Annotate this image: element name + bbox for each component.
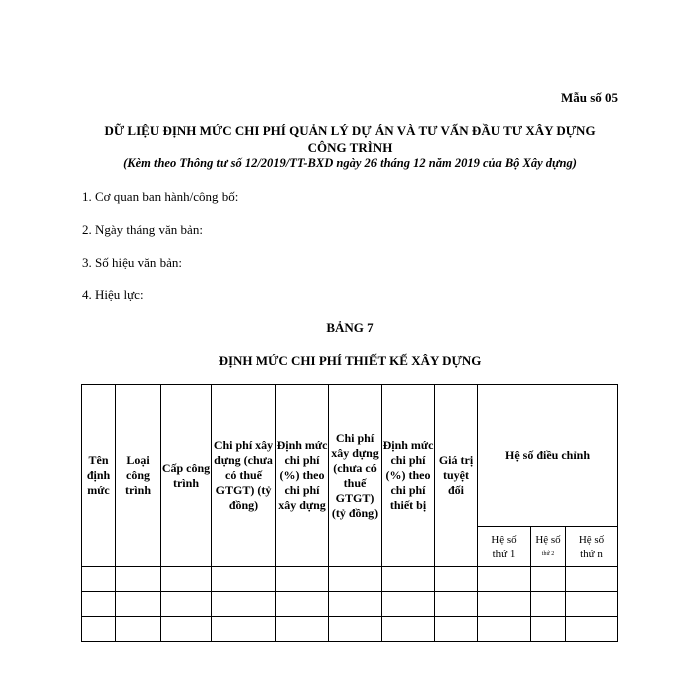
document-title-line2: CÔNG TRÌNH	[307, 140, 393, 155]
table-cell[interactable]	[161, 592, 212, 617]
table-cell[interactable]	[382, 592, 435, 617]
col-header-project-type: Loại công trình	[116, 385, 161, 567]
table-cell[interactable]	[382, 617, 435, 642]
col-header-norm-name: Tên định mức	[82, 385, 116, 567]
table-cell[interactable]	[116, 592, 161, 617]
table-header-row	[82, 385, 618, 527]
table-cell[interactable]	[531, 592, 566, 617]
table-cell[interactable]	[478, 567, 531, 592]
document-title-line1: DỮ LIỆU ĐỊNH MỨC CHI PHÍ QUẢN LÝ DỰ ÁN VÀ TƯ VẤN ĐẦU TƯ XÂY DỰNG	[104, 123, 596, 138]
table-row	[82, 592, 618, 617]
table-cell[interactable]	[161, 567, 212, 592]
table-cell[interactable]	[531, 567, 566, 592]
table-cell[interactable]	[435, 617, 478, 642]
col-header-absolute-value: Giá trị tuyệt đối	[435, 385, 478, 567]
table-cell[interactable]	[329, 592, 382, 617]
subcol-factor-n-line1: Hệ số	[578, 534, 605, 546]
table-cell[interactable]	[116, 617, 161, 642]
table-cell[interactable]	[329, 617, 382, 642]
table-cell[interactable]	[161, 617, 212, 642]
table-cell[interactable]	[276, 617, 329, 642]
norms-table	[81, 384, 618, 642]
table-cell[interactable]	[116, 567, 161, 592]
col-header-construction-cost: Chi phí xây dựng (chưa có thuế GTGT) (tỷ đồng)	[212, 385, 276, 567]
subcol-factor-n-line2: thứ n	[580, 548, 603, 560]
field-effective: 4. Hiệu lực:	[82, 287, 144, 302]
table-cell[interactable]	[276, 592, 329, 617]
col-header-rate-construction: Định mức chi phí (%) theo chi phí xây dựng	[276, 385, 329, 567]
table-cell[interactable]	[566, 617, 618, 642]
col-header-equipment-cost: Chi phí xây dựng (chưa có thuế GTGT) (tỷ đồng)	[329, 385, 382, 567]
form-number: Mẫu số 05	[560, 90, 618, 105]
field-document-date: 2. Ngày tháng văn bản:	[82, 222, 203, 237]
col-header-adjustment-factor: Hệ số điều chỉnh	[478, 385, 618, 527]
table-cell[interactable]	[82, 592, 116, 617]
subcol-factor-2-line1: Hệ số	[535, 534, 561, 546]
col-header-project-grade: Cấp công trình	[161, 385, 212, 567]
document-subtitle: (Kèm theo Thông tư số 12/2019/TT-BXD ngày 26 tháng 12 năm 2019 của Bộ Xây dựng)	[123, 156, 577, 170]
subcol-factor-n	[566, 527, 618, 567]
table-cell[interactable]	[435, 592, 478, 617]
table-cell[interactable]	[212, 617, 276, 642]
table-cell[interactable]	[276, 567, 329, 592]
table-cell[interactable]	[212, 567, 276, 592]
table-row	[82, 567, 618, 592]
table-label: BẢNG 7	[326, 320, 374, 335]
table-cell[interactable]	[82, 617, 116, 642]
field-issuing-agency: 1. Cơ quan ban hành/công bố:	[82, 189, 239, 204]
table-cell[interactable]	[478, 592, 531, 617]
table-cell[interactable]	[566, 592, 618, 617]
table-cell[interactable]	[435, 567, 478, 592]
table-title: ĐỊNH MỨC CHI PHÍ THIẾT KẾ XÂY DỰNG	[218, 353, 482, 368]
col-header-rate-equipment: Định mức chi phí (%) theo chi phí thiết bị	[382, 385, 435, 567]
table-cell[interactable]	[329, 567, 382, 592]
table-cell[interactable]	[212, 592, 276, 617]
subcol-factor-1	[478, 527, 531, 567]
subcol-factor-1-line1: Hệ số	[491, 534, 517, 546]
table-cell[interactable]	[478, 617, 531, 642]
table-row	[82, 617, 618, 642]
document-title	[60, 122, 640, 156]
table-cell[interactable]	[82, 567, 116, 592]
subcol-factor-1-line2: thứ 1	[492, 548, 516, 560]
table-cell[interactable]	[531, 617, 566, 642]
subcol-factor-2	[531, 527, 566, 567]
field-document-number: 3. Số hiệu văn bản:	[82, 255, 183, 270]
table-cell[interactable]	[566, 567, 618, 592]
table-cell[interactable]	[382, 567, 435, 592]
subcol-factor-2-line2: thứ 2	[541, 551, 555, 557]
